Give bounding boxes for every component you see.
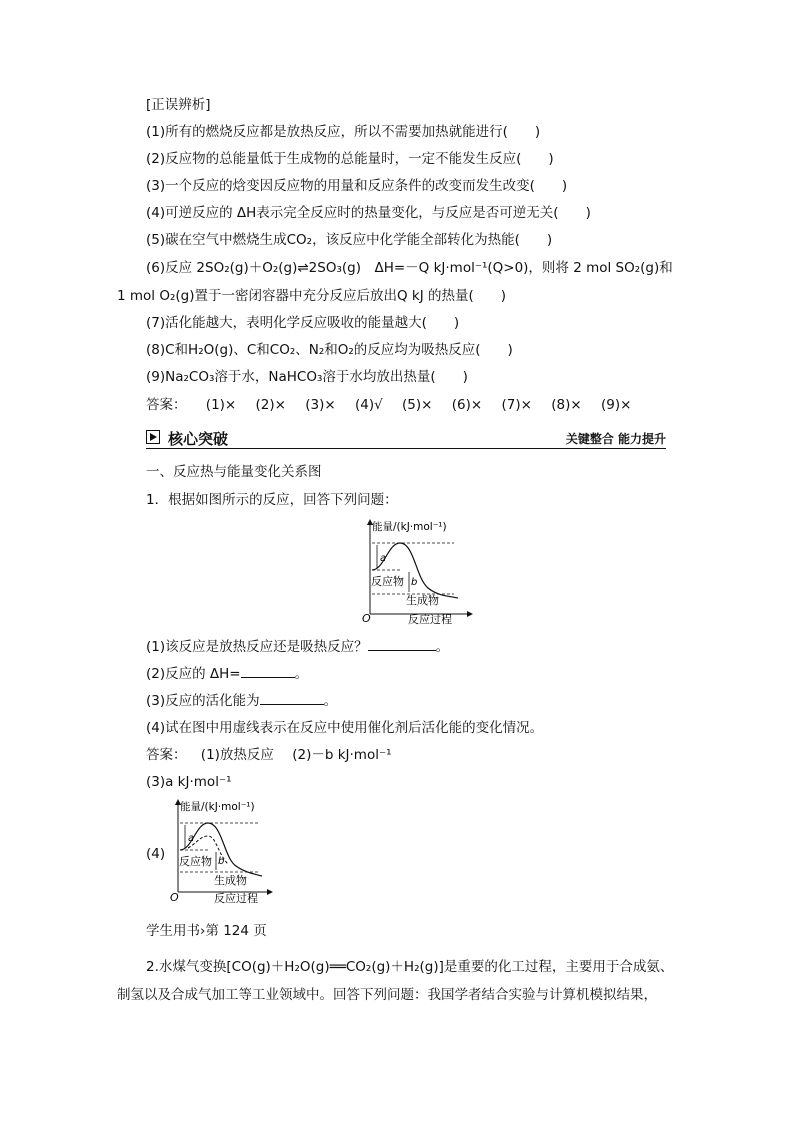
energy-diagram: [358, 518, 478, 626]
part1-heading: 一、反应热与能量变化关系图: [146, 464, 322, 480]
answer-4: (4)√: [355, 397, 383, 413]
review-item-9: (9)Na₂CO₃溶于水，NaHCO₃溶于水均放出热量( ): [146, 369, 468, 385]
origin-label: O: [170, 891, 179, 904]
answer-8: (8)×: [551, 397, 582, 413]
label-b: b: [218, 856, 225, 867]
answer-5: (5)×: [402, 397, 433, 413]
energy-curve: [180, 823, 262, 876]
answer-4-label: (4): [146, 846, 166, 862]
product-label: 生成物: [214, 874, 247, 887]
y-axis-label: 能量/(kJ·mol⁻¹): [372, 521, 447, 533]
sub-question-3: (3)反应的活化能为 。: [146, 690, 337, 711]
section-rule: [146, 448, 666, 449]
blank-3: [260, 690, 324, 705]
review-item-5: (5)碳在空气中燃烧生成CO₂，该反应中化学能全部转化为热能( ): [146, 232, 553, 248]
section-subtitle: 关键整合 能力提升: [565, 432, 666, 446]
x-axis-label: 反应过程: [214, 892, 258, 904]
review-item-4: (4)可逆反应的 ΔH表示完全反应时的热量变化，与反应是否可逆无关( ): [146, 205, 591, 221]
energy-curve: [372, 543, 458, 598]
part1-answers: 答案： (1)放热反应 (2)－b kJ·mol⁻¹: [146, 747, 392, 763]
review-item-6-cont: 1 mol O₂(g)置于一密闭容器中充分反应后放出Q kJ 的热量( ): [117, 288, 507, 304]
review-answers: [146, 395, 646, 415]
label-a: a: [188, 833, 195, 844]
energy-diagram-answer: [166, 798, 276, 904]
reactant-label: 反应物: [371, 575, 404, 588]
answer-label: 答案：: [146, 397, 187, 413]
answer-3: (3)×: [305, 397, 336, 413]
sub-question-2: (2)反应的 ΔH= 。: [146, 663, 308, 684]
question-2-line-2: 制氢以及合成气加工等工业领域中。回答下列问题：我国学者结合实验与计算机模拟结果，: [117, 987, 657, 1003]
review-item-3: (3)一个反应的焓变因反应物的用量和反应条件的改变而发生改变( ): [146, 178, 568, 194]
answer-6: (6)×: [451, 397, 483, 413]
answer-3-line: (3)a kJ·mol⁻¹: [146, 774, 232, 790]
origin-label: O: [362, 612, 371, 625]
label-b: b: [411, 577, 418, 588]
section-title: 核心突破: [168, 430, 229, 448]
section-header: [146, 428, 666, 448]
label-a: a: [380, 553, 387, 564]
answer-9: (9)×: [600, 397, 632, 413]
review-item-2: (2)反应物的总能量低于生成物的总能量时，一定不能发生反应( ): [146, 151, 554, 167]
blank-1: [368, 636, 436, 651]
review-item-7: (7)活化能越大，表明化学反应吸收的能量越大( ): [146, 315, 460, 331]
review-heading: [正误辨析]: [146, 97, 211, 113]
reactant-label: 反应物: [179, 855, 212, 868]
answer-1: (1)×: [205, 397, 237, 413]
answer-7: (7)×: [501, 397, 532, 413]
sub-question-4: (4)试在图中用虚线表示在反应中使用催化剂后活化能的变化情况。: [146, 720, 544, 736]
page-reference: 学生用书›第 124 页: [146, 923, 267, 939]
product-label: 生成物: [406, 594, 439, 607]
answer-2: (2)×: [255, 397, 286, 413]
blank-2: [241, 663, 295, 678]
question-1: 1．根据如图所示的反应，回答下列问题：: [146, 492, 398, 508]
question-2-line-1: 2.水煤气变换[CO(g)＋H₂O(g)══CO₂(g)＋H₂(g)]是重要的化工过程，主要用于合成氨、: [146, 959, 674, 975]
review-item-8: (8)C和H₂O(g)、C和CO₂、N₂和O₂的反应均为吸热反应( ): [146, 342, 513, 358]
review-item-6: (6)反应 2SO₂(g)＋O₂(g)⇌2SO₃(g) ΔH=－Q kJ·mol⁻¹(Q>0)，则将 2 mol SO₂(g)和: [146, 260, 673, 276]
review-item-1: (1)所有的燃烧反应都是放热反应，所以不需要加热就能进行( ): [146, 124, 541, 140]
sub-question-1: (1)该反应是放热反应还是吸热反应？ 。: [146, 636, 449, 657]
y-axis-label: 能量/(kJ·mol⁻¹): [180, 801, 255, 813]
x-axis-label: 反应过程: [408, 613, 452, 626]
play-triangle-icon: [146, 430, 160, 444]
